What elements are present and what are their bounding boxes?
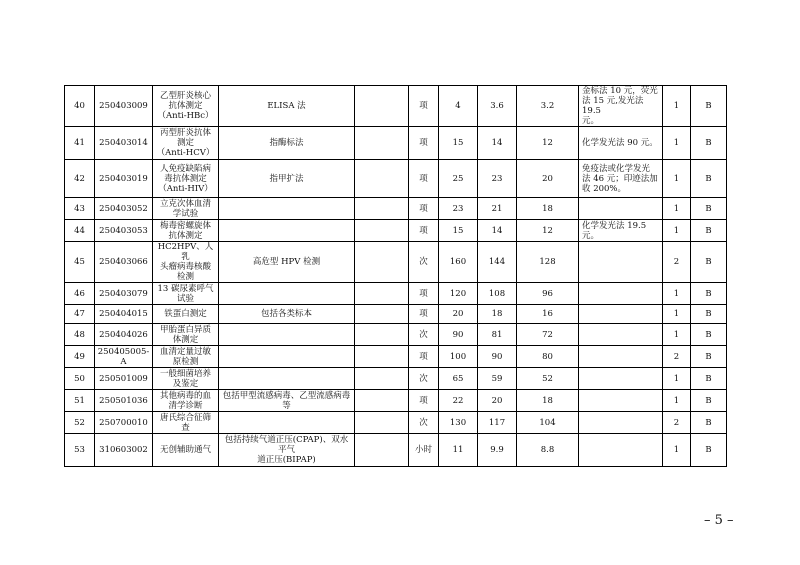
- note-cell: [579, 283, 663, 305]
- price-tier-3-cell: 18: [517, 390, 579, 412]
- category-cell: B: [691, 198, 727, 220]
- item-code-cell: 310603002: [95, 434, 153, 467]
- level-cell: 1: [663, 305, 691, 324]
- item-code-cell: 250405005- A: [95, 346, 153, 368]
- item-code-cell: 250403066: [95, 242, 153, 283]
- unit-cell: 项: [409, 160, 439, 198]
- price-tier-1-cell: 90: [439, 324, 478, 346]
- price-tier-3-cell: 72: [517, 324, 579, 346]
- item-code-cell: 250403009: [95, 86, 153, 127]
- table-row: [65, 305, 727, 324]
- category-cell: B: [691, 242, 727, 283]
- price-tier-1-cell: 23: [439, 198, 478, 220]
- price-tier-2-cell: 117: [478, 412, 517, 434]
- note-cell: [579, 434, 663, 467]
- item-name-cell: 其他病毒的血 清学诊断: [153, 390, 219, 412]
- category-cell: B: [691, 434, 727, 467]
- price-tier-1-cell: 11: [439, 434, 478, 467]
- item-content-cell: [219, 412, 355, 434]
- item-number-cell: 49: [65, 346, 95, 368]
- table-body: [65, 86, 727, 467]
- price-tier-3-cell: 16: [517, 305, 579, 324]
- level-cell: 1: [663, 198, 691, 220]
- item-number-cell: 45: [65, 242, 95, 283]
- item-name-cell: HC2HPV、人乳 头瘤病毒核酸 检测: [153, 242, 219, 283]
- item-code-cell: 250501036: [95, 390, 153, 412]
- price-tier-3-cell: 128: [517, 242, 579, 283]
- exclusion-cell: [355, 434, 409, 467]
- table-row: [65, 242, 727, 283]
- unit-cell: 项: [409, 390, 439, 412]
- note-cell: 化学发光法 19.5 元。: [579, 220, 663, 242]
- table-row: [65, 283, 727, 305]
- price-tier-1-cell: 100: [439, 346, 478, 368]
- price-tier-1-cell: 4: [439, 86, 478, 127]
- level-cell: 1: [663, 220, 691, 242]
- unit-cell: 项: [409, 220, 439, 242]
- table-row: [65, 220, 727, 242]
- price-tier-2-cell: 20: [478, 390, 517, 412]
- item-name-cell: 唐氏综合征筛 查: [153, 412, 219, 434]
- item-name-cell: 无创辅助通气: [153, 434, 219, 467]
- table-row: [65, 198, 727, 220]
- item-number-cell: 42: [65, 160, 95, 198]
- note-cell: 免疫法或化学发光 法 46 元；印迹法加 收 200%。: [579, 160, 663, 198]
- category-cell: B: [691, 220, 727, 242]
- category-cell: B: [691, 368, 727, 390]
- price-tier-1-cell: 22: [439, 390, 478, 412]
- price-tier-2-cell: 81: [478, 324, 517, 346]
- exclusion-cell: [355, 198, 409, 220]
- note-cell: [579, 346, 663, 368]
- category-cell: B: [691, 346, 727, 368]
- item-content-cell: 指酶标法: [219, 127, 355, 160]
- category-cell: B: [691, 127, 727, 160]
- item-content-cell: 包括各类标本: [219, 305, 355, 324]
- price-table: [64, 85, 727, 467]
- price-tier-1-cell: 15: [439, 127, 478, 160]
- price-tier-1-cell: 15: [439, 220, 478, 242]
- exclusion-cell: [355, 242, 409, 283]
- exclusion-cell: [355, 412, 409, 434]
- category-cell: B: [691, 160, 727, 198]
- level-cell: 2: [663, 346, 691, 368]
- level-cell: 2: [663, 412, 691, 434]
- item-name-cell: 梅毒密螺旋体 抗体测定: [153, 220, 219, 242]
- exclusion-cell: [355, 283, 409, 305]
- unit-cell: 次: [409, 412, 439, 434]
- item-name-cell: 人免疫缺陷病 毒抗体测定 （Anti-HIV）: [153, 160, 219, 198]
- exclusion-cell: [355, 127, 409, 160]
- level-cell: 1: [663, 390, 691, 412]
- item-number-cell: 52: [65, 412, 95, 434]
- item-content-cell: [219, 324, 355, 346]
- exclusion-cell: [355, 160, 409, 198]
- item-code-cell: 250404026: [95, 324, 153, 346]
- table-row: [65, 324, 727, 346]
- exclusion-cell: [355, 324, 409, 346]
- price-tier-3-cell: 3.2: [517, 86, 579, 127]
- category-cell: B: [691, 324, 727, 346]
- table-row: [65, 368, 727, 390]
- unit-cell: 次: [409, 242, 439, 283]
- note-cell: [579, 390, 663, 412]
- note-cell: [579, 242, 663, 283]
- price-tier-2-cell: 108: [478, 283, 517, 305]
- table-row: [65, 127, 727, 160]
- level-cell: 1: [663, 434, 691, 467]
- item-code-cell: 250403019: [95, 160, 153, 198]
- item-code-cell: 250403079: [95, 283, 153, 305]
- item-number-cell: 41: [65, 127, 95, 160]
- note-cell: [579, 198, 663, 220]
- note-cell: [579, 368, 663, 390]
- item-number-cell: 40: [65, 86, 95, 127]
- price-tier-2-cell: 21: [478, 198, 517, 220]
- category-cell: B: [691, 305, 727, 324]
- price-tier-1-cell: 65: [439, 368, 478, 390]
- unit-cell: 项: [409, 305, 439, 324]
- exclusion-cell: [355, 305, 409, 324]
- item-name-cell: 13 碳尿素呼气 试验: [153, 283, 219, 305]
- item-number-cell: 48: [65, 324, 95, 346]
- price-tier-3-cell: 18: [517, 198, 579, 220]
- price-tier-2-cell: 3.6: [478, 86, 517, 127]
- level-cell: 1: [663, 283, 691, 305]
- item-name-cell: 丙型肝炎抗体 测定 （Anti-HCV）: [153, 127, 219, 160]
- price-tier-3-cell: 80: [517, 346, 579, 368]
- item-number-cell: 53: [65, 434, 95, 467]
- level-cell: 1: [663, 86, 691, 127]
- item-name-cell: 立克次体血清 学试验: [153, 198, 219, 220]
- item-content-cell: [219, 346, 355, 368]
- note-cell: [579, 324, 663, 346]
- item-number-cell: 50: [65, 368, 95, 390]
- level-cell: 2: [663, 242, 691, 283]
- item-name-cell: 血清定量过敏 原检测: [153, 346, 219, 368]
- item-number-cell: 47: [65, 305, 95, 324]
- item-code-cell: 250404015: [95, 305, 153, 324]
- item-content-cell: [219, 198, 355, 220]
- exclusion-cell: [355, 390, 409, 412]
- unit-cell: 项: [409, 198, 439, 220]
- unit-cell: 项: [409, 346, 439, 368]
- price-tier-2-cell: 9.9: [478, 434, 517, 467]
- level-cell: 1: [663, 160, 691, 198]
- item-name-cell: 乙型肝炎核心 抗体测定 （Anti-HBc）: [153, 86, 219, 127]
- price-tier-3-cell: 104: [517, 412, 579, 434]
- unit-cell: 项: [409, 127, 439, 160]
- price-tier-2-cell: 59: [478, 368, 517, 390]
- unit-cell: 项: [409, 86, 439, 127]
- note-cell: 金标法 10 元，荧光 法 15 元,发光法 19.5 元。: [579, 86, 663, 127]
- unit-cell: 小时: [409, 434, 439, 467]
- price-tier-1-cell: 130: [439, 412, 478, 434]
- price-tier-3-cell: 8.8: [517, 434, 579, 467]
- price-tier-2-cell: 90: [478, 346, 517, 368]
- level-cell: 1: [663, 127, 691, 160]
- table-row: [65, 346, 727, 368]
- note-cell: 化学发光法 90 元。: [579, 127, 663, 160]
- category-cell: B: [691, 86, 727, 127]
- price-tier-1-cell: 25: [439, 160, 478, 198]
- page-number: – 5 –: [704, 513, 734, 528]
- price-tier-1-cell: 160: [439, 242, 478, 283]
- price-tier-1-cell: 120: [439, 283, 478, 305]
- price-tier-3-cell: 12: [517, 220, 579, 242]
- price-tier-3-cell: 12: [517, 127, 579, 160]
- table-row: [65, 412, 727, 434]
- note-cell: [579, 412, 663, 434]
- item-content-cell: [219, 220, 355, 242]
- item-number-cell: 51: [65, 390, 95, 412]
- exclusion-cell: [355, 220, 409, 242]
- item-code-cell: 250403014: [95, 127, 153, 160]
- exclusion-cell: [355, 368, 409, 390]
- item-name-cell: 一般细菌培养 及鉴定: [153, 368, 219, 390]
- price-tier-3-cell: 52: [517, 368, 579, 390]
- category-cell: B: [691, 390, 727, 412]
- price-tier-2-cell: 14: [478, 127, 517, 160]
- table-row: [65, 160, 727, 198]
- category-cell: B: [691, 412, 727, 434]
- item-content-cell: [219, 368, 355, 390]
- price-tier-3-cell: 20: [517, 160, 579, 198]
- level-cell: 1: [663, 324, 691, 346]
- price-tier-1-cell: 20: [439, 305, 478, 324]
- item-number-cell: 44: [65, 220, 95, 242]
- level-cell: 1: [663, 368, 691, 390]
- item-name-cell: 铁蛋白测定: [153, 305, 219, 324]
- price-tier-2-cell: 18: [478, 305, 517, 324]
- item-content-cell: 包括甲型流感病毒、乙型流感病毒等: [219, 390, 355, 412]
- item-content-cell: 指甲扩法: [219, 160, 355, 198]
- price-tier-2-cell: 23: [478, 160, 517, 198]
- item-code-cell: 250501009: [95, 368, 153, 390]
- item-content-cell: ELISA 法: [219, 86, 355, 127]
- table-row: [65, 86, 727, 127]
- table-row: [65, 434, 727, 467]
- item-code-cell: 250700010: [95, 412, 153, 434]
- note-cell: [579, 305, 663, 324]
- unit-cell: 项: [409, 283, 439, 305]
- item-code-cell: 250403053: [95, 220, 153, 242]
- item-content-cell: 高危型 HPV 检测: [219, 242, 355, 283]
- price-tier-2-cell: 14: [478, 220, 517, 242]
- price-tier-2-cell: 144: [478, 242, 517, 283]
- category-cell: B: [691, 283, 727, 305]
- item-number-cell: 43: [65, 198, 95, 220]
- unit-cell: 次: [409, 324, 439, 346]
- exclusion-cell: [355, 86, 409, 127]
- price-tier-3-cell: 96: [517, 283, 579, 305]
- item-code-cell: 250403052: [95, 198, 153, 220]
- item-content-cell: 包括持续气道正压(CPAP)、双水平气 道正压(BIPAP): [219, 434, 355, 467]
- table-row: [65, 390, 727, 412]
- exclusion-cell: [355, 346, 409, 368]
- item-number-cell: 46: [65, 283, 95, 305]
- item-name-cell: 甲胎蛋白异质 体测定: [153, 324, 219, 346]
- unit-cell: 次: [409, 368, 439, 390]
- item-content-cell: [219, 283, 355, 305]
